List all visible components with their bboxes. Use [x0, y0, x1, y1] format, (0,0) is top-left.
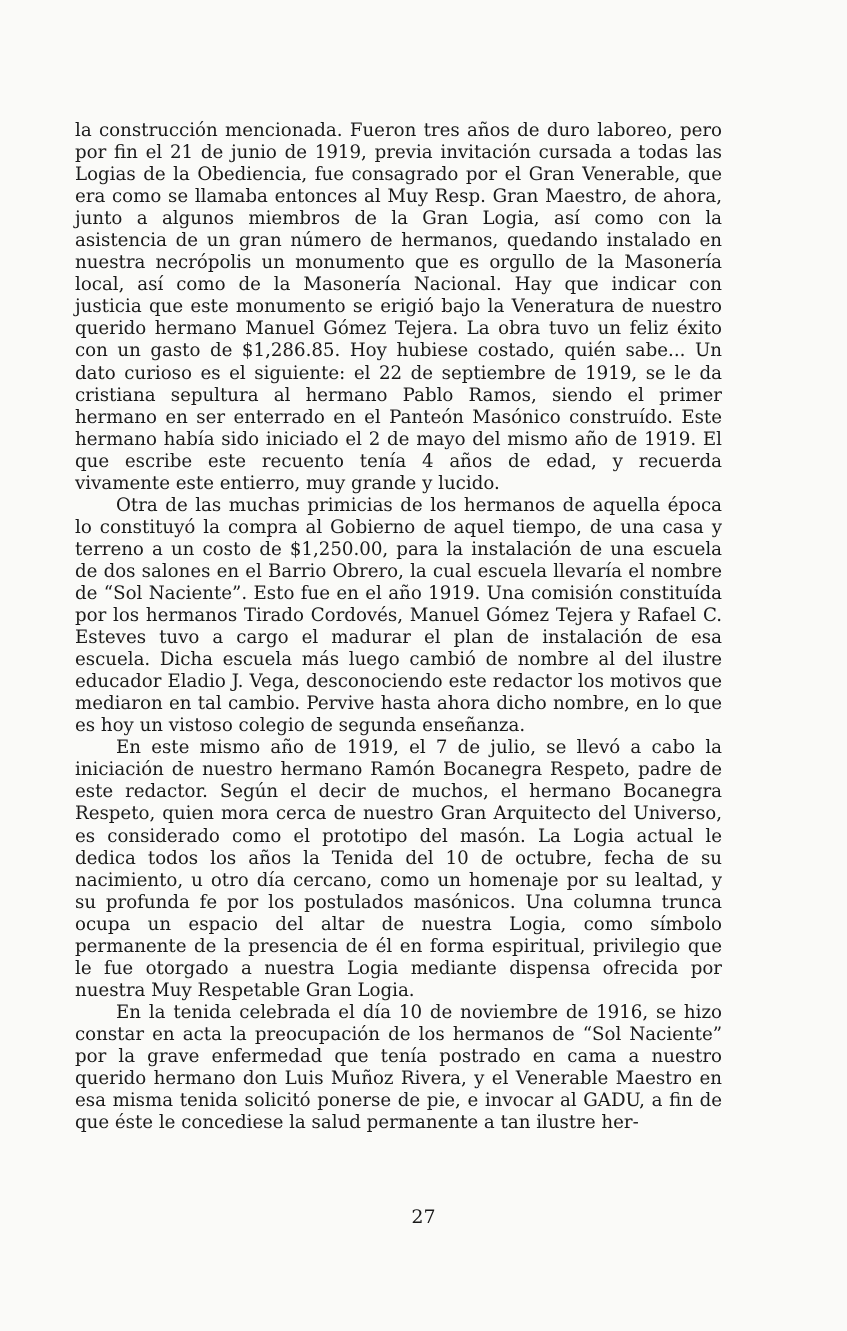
paragraph-continuation: la construcción mencionada. Fueron tres años de duro laboreo, pero por fin el 21 de junio de 1919, previa invitación cursada a todas las Logias de la Obediencia, fue consagrado por el Gran Venerable, que era como se llamaba entonces al Muy Resp. Gran Maestro, de ahora, junto a algunos miembros de la Gran Logia, así como con la asistencia de un gran número de hermanos, quedando instalado en nuestra necrópolis un monumento que es orgullo de la Masonería local, así como de la Masonería Nacional. Hay que indicar con justicia que este monumento se erigió bajo la Veneratura de nuestro querido hermano Manuel Gómez Tejera. La obra tuvo un feliz éxito con un gasto de $1,286.85. Hoy hubiese costado, quién sabe... Un dato curioso es el siguiente: el 22 de septiembre de 1919, se le da cristiana sepultura al hermano Pablo Ramos, siendo el primer hermano en ser enterrado en el Panteón Masónico construído. Este hermano había sido iniciado el 2 de mayo del mismo año de 1919. El que escribe este recuento tenía 4 años de edad, y recuerda vivamente este entierro, muy grande y lucido.	[75, 120, 722, 494]
paragraph-tenida: En la tenida celebrada el día 10 de noviembre de 1916, se hizo constar en acta la preocupación de los hermanos de “Sol Naciente” por la grave enfermedad que tenía postrado en cama a nuestro querido hermano don Luis Muñoz Rivera, y el Venerable Maestro en esa misma tenida solicitó ponerse de pie, e invocar al GADU, a fin de que éste le concediese la salud permanente a tan ilustre her-	[75, 1001, 722, 1134]
body-text	[75, 120, 722, 1134]
paragraph-escuela: Otra de las muchas primicias de los hermanos de aquella época lo constituyó la compra al Gobierno de aquel tiempo, de una casa y terreno a un costo de $1,250.00, para la instalación de una escuela de dos salones en el Barrio Obrero, la cual escuela llevaría el nombre de “Sol Naciente”. Esto fue en el año 1919. Una comisión constituída por los hermanos Tirado Cordovés, Manuel Gómez Tejera y Rafael C. Esteves tuvo a cargo el madurar el plan de instalación de esa escuela. Dicha escuela más luego cambió de nombre al del ilustre educador Eladio J. Vega, desconociendo este redactor los motivos que mediaron en tal cambio. Pervive hasta ahora dicho nombre, en lo que es hoy un vistoso colegio de segunda enseñanza.	[75, 494, 722, 737]
page-number: 27	[411, 1206, 436, 1228]
paragraph-iniciacion: En este mismo año de 1919, el 7 de julio, se llevó a cabo la iniciación de nuestro hermano Ramón Bocanegra Respeto, padre de este redactor. Según el decir de muchos, el hermano Bocanegra Respeto, quien mora cerca de nuestro Gran Arquitecto del Universo, es considerado como el prototipo del masón. La Logia actual le dedica todos los años la Tenida del 10 de octubre, fecha de su nacimiento, u otro día cercano, como un homenaje por su lealtad, y su profunda fe por los postulados masónicos. Una columna trunca ocupa un espacio del altar de nuestra Logia, como símbolo permanente de la presencia de él en forma espiritual, privilegio que le fue otorgado a nuestra Logia mediante dispensa ofrecida por nuestra Muy Respetable Gran Logia.	[75, 737, 722, 1001]
